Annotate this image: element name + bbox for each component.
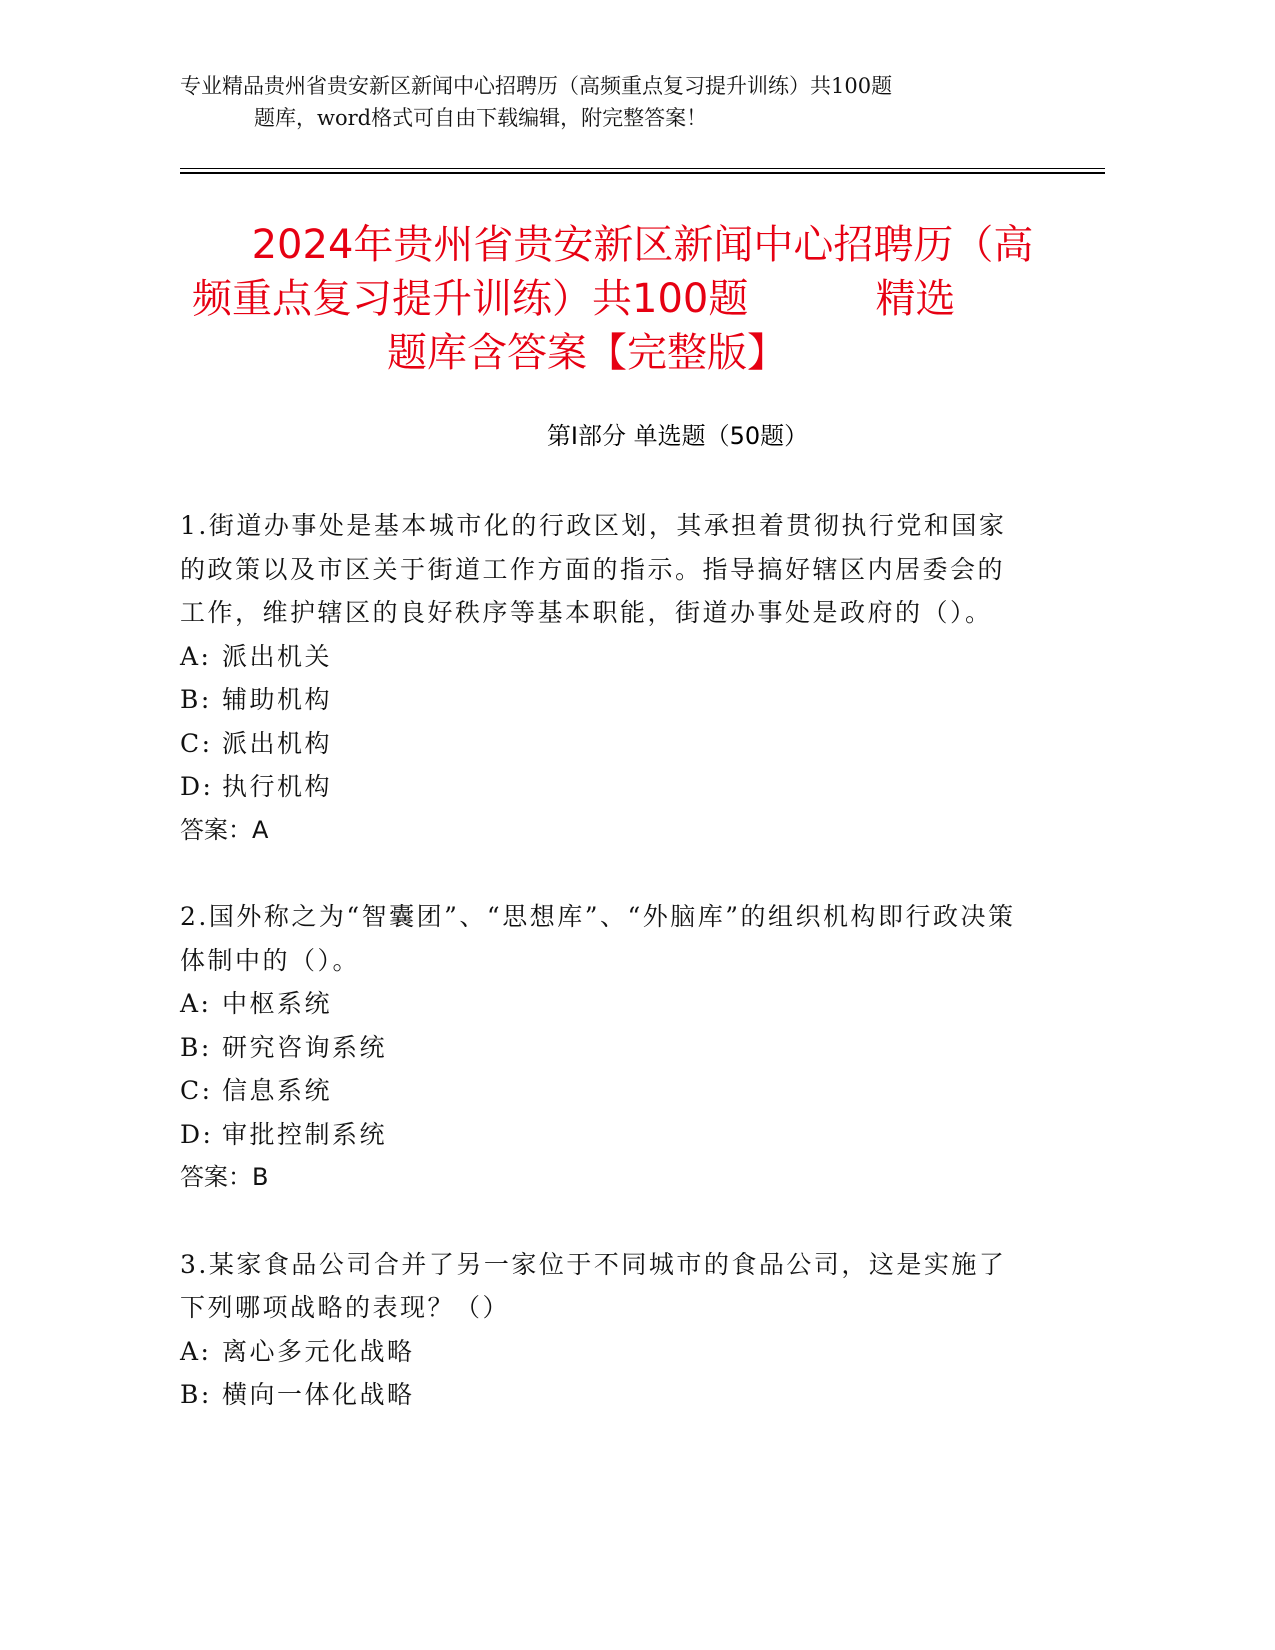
document-header — [180, 70, 1040, 134]
title-line-2: 频重点复习提升训练）共100题 精选 — [192, 276, 956, 322]
option-text: 派出机关 — [222, 641, 333, 671]
question-item — [180, 504, 1030, 852]
option-letter: B: — [180, 1380, 212, 1409]
option-text: 辅助机构 — [222, 685, 333, 714]
option-letter: C: — [180, 1076, 213, 1105]
option-text: 离心多元化战略 — [222, 1336, 415, 1366]
title-line-1: 2024年贵州省贵安新区新闻中心招聘历（高 — [251, 222, 1034, 268]
option-letter: B: — [180, 685, 212, 714]
answer-text: 答案：B — [180, 1163, 269, 1191]
question-list — [180, 504, 1030, 1417]
section-title: 第I部分 单选题（50题） — [546, 422, 809, 450]
option-c — [180, 722, 1030, 766]
header-line-1: 专业精品贵州省贵安新区新闻中心招聘历（高频重点复习提升训练）共100题 — [180, 74, 893, 98]
question-item — [180, 895, 1030, 1200]
option-text: 信息系统 — [222, 1076, 333, 1105]
option-text: 审批控制系统 — [222, 1119, 388, 1149]
option-a — [180, 982, 1030, 1026]
document-title — [180, 218, 1105, 380]
option-letter: C: — [180, 728, 213, 758]
option-text: 派出机构 — [222, 728, 333, 758]
title-line-3: 题库含答案【完整版】 — [387, 330, 787, 376]
option-letter: A: — [180, 1336, 212, 1366]
header-divider-thin — [180, 168, 1105, 169]
option-letter: D: — [180, 1119, 214, 1149]
option-b — [180, 1373, 1030, 1417]
option-text: 横向一体化战略 — [222, 1380, 415, 1409]
option-text: 研究咨询系统 — [222, 1032, 388, 1062]
option-letter: D: — [180, 772, 214, 801]
header-line-2: 题库，word格式可自由下载编辑，附完整答案！ — [254, 106, 708, 130]
option-letter: A: — [180, 989, 212, 1018]
option-d — [180, 1113, 1030, 1157]
option-c — [180, 1069, 1030, 1113]
question-item — [180, 1243, 1030, 1417]
option-letter: A: — [180, 641, 212, 671]
header-divider-thick — [180, 172, 1105, 174]
answer-text: 答案：A — [180, 815, 269, 844]
option-a — [180, 635, 1030, 679]
question-stem: 3.某家食品公司合并了另一家位于不同城市的食品公司，这是实施了下列哪项战略的表现？（） — [180, 1249, 1007, 1322]
option-d — [180, 765, 1030, 809]
question-stem: 2.国外称之为“智囊团”、“思想库”、“外脑库”的组织机构即行政决策体制中的（）。 — [180, 902, 1016, 975]
option-text: 执行机构 — [222, 772, 333, 801]
question-stem: 1.街道办事处是基本城市化的行政区划，其承担着贯彻执行党和国家的政策以及市区关于街道工作方面的指示。指导搞好辖区内居委会的工作，维护辖区的良好秩序等基本职能，街道办事处是政府的（）。 — [180, 511, 1007, 627]
option-b — [180, 1026, 1030, 1070]
option-b — [180, 678, 1030, 722]
option-text: 中枢系统 — [222, 989, 333, 1018]
option-letter: B: — [180, 1032, 212, 1062]
option-a — [180, 1330, 1030, 1374]
